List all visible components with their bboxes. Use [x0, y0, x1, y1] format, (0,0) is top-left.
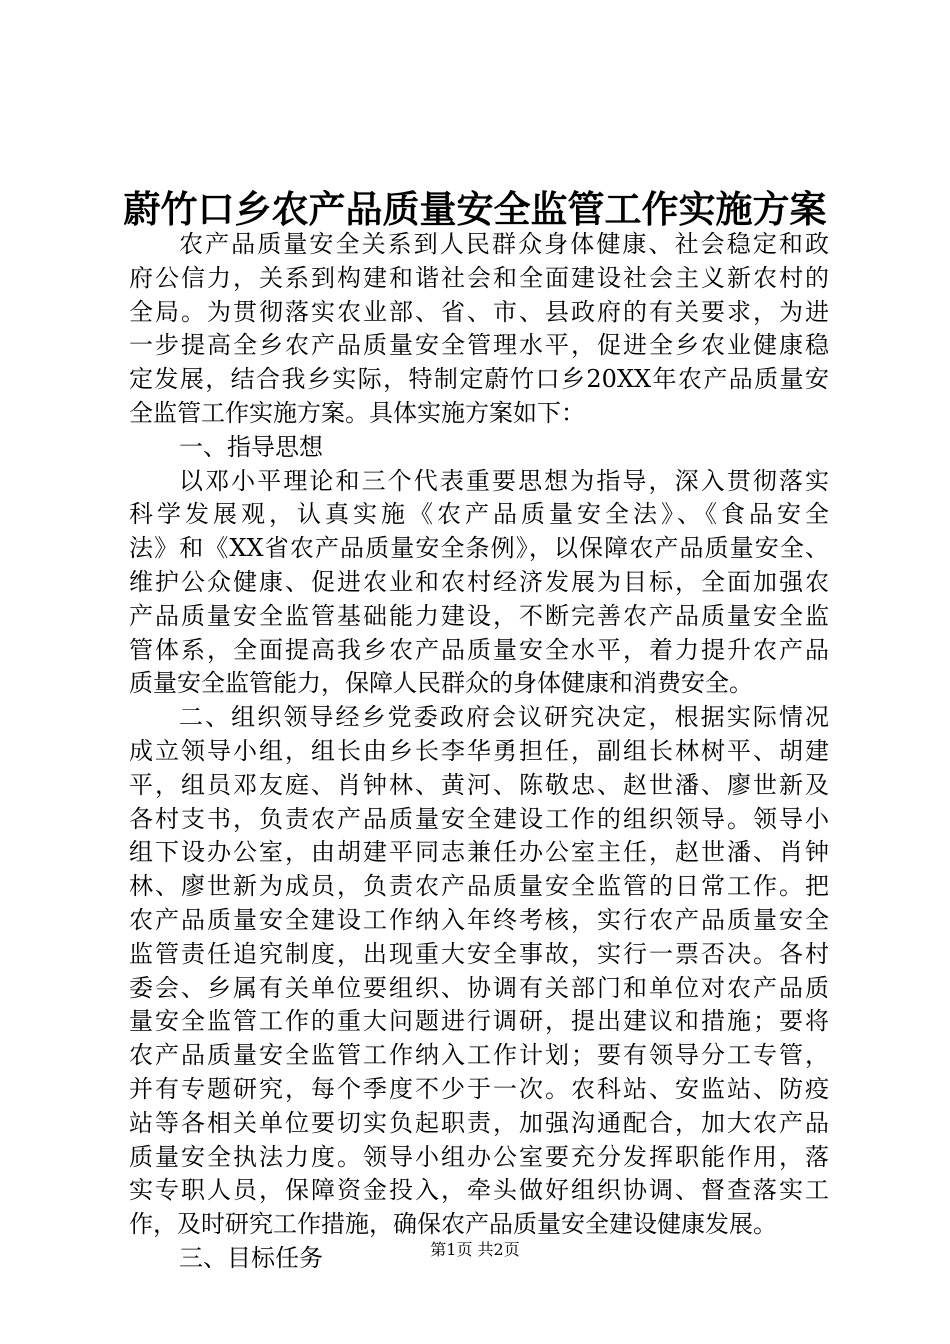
text-line: 科学发展观，认真实施《农产品质量安全法》、《食品安全: [129, 500, 829, 529]
text-line: 质量安全执法力度。领导小组办公室要充分发挥职能作用，落: [129, 1142, 829, 1171]
text-line: 并有专题研究，每个季度不少于一次。农科站、安监站、防疫: [129, 1074, 829, 1103]
text-line: 产品质量安全监管基础能力建设，不断完善农产品质量安全监: [129, 601, 829, 630]
text-line: 定发展，结合我乡实际，特制定蔚竹口乡20XX年农产品质量安: [129, 365, 829, 394]
text-line: 农产品质量安全建设工作纳入年终考核，实行农产品质量安全: [129, 905, 829, 934]
text-line: 以邓小平理论和三个代表重要思想为指导，深入贯彻落实: [179, 466, 829, 495]
section-heading: 一、指导思想: [179, 432, 323, 461]
text-line: 管体系，全面提高我乡农产品质量安全水平，着力提升农产品: [129, 635, 829, 664]
text-line: 组下设办公室，由胡建平同志兼任办公室主任，赵世潘、肖钟: [129, 838, 829, 867]
text-line: 林、廖世新为成员，负责农产品质量安全监管的日常工作。把: [129, 872, 829, 901]
text-line: 委会、乡属有关单位要组织、协调有关部门和单位对农产品质: [129, 973, 829, 1002]
text-line: 维护公众健康、促进农业和农村经济发展为目标，全面加强农: [129, 567, 829, 596]
text-line: 农产品质量安全监管工作纳入工作计划；要有领导分工专管，: [129, 1041, 829, 1070]
text-line: 实专职人员，保障资金投入，牵头做好组织协调、督查落实工: [129, 1176, 829, 1205]
text-line: 作，及时研究工作措施，确保农产品质量安全建设健康发展。: [129, 1210, 777, 1239]
text-line: 一步提高全乡农产品质量安全管理水平，促进全乡农业健康稳: [129, 331, 829, 360]
text-line: 农产品质量安全关系到人民群众身体健康、社会稳定和政: [179, 230, 829, 258]
text-line: 站等各相关单位要切实负起职责，加强沟通配合，加大农产品: [129, 1108, 829, 1137]
text-line: 全监管工作实施方案。具体实施方案如下：: [129, 398, 585, 427]
text-line: 量安全监管工作的重大问题进行调研，提出建议和措施；要将: [129, 1007, 829, 1036]
text-line: 监管责任追究制度，出现重大安全事故，实行一票否决。各村: [129, 939, 829, 968]
text-line: 平，组员邓友庭、肖钟林、黄河、陈敬忠、赵世潘、廖世新及: [129, 770, 829, 799]
document-body: [129, 228, 829, 1276]
text-line: 府公信力，关系到构建和谐社会和全面建设社会主义新农村的: [129, 263, 829, 292]
text-line: 各村支书，负责农产品质量安全建设工作的组织领导。领导小: [129, 804, 829, 833]
page-footer: 第1页 共2页: [430, 1240, 520, 1259]
text-line: 全局。为贯彻落实农业部、省、市、县政府的有关要求，为进: [129, 297, 829, 326]
text-line: 二、组织领导经乡党委政府会议研究决定，根据实际情况: [179, 703, 829, 732]
text-line: 成立领导小组，组长由乡长李华勇担任，副组长林树平、胡建: [129, 736, 829, 765]
document-title: 蔚竹口乡农产品质量安全监管工作实施方案: [123, 187, 827, 231]
section-heading: 三、目标任务: [179, 1243, 323, 1272]
text-line: 法》和《XX省农产品质量安全条例》，以保障农产品质量安全、: [129, 534, 829, 563]
text-line: 质量安全监管能力，保障人民群众的身体健康和消费安全。: [129, 669, 753, 698]
